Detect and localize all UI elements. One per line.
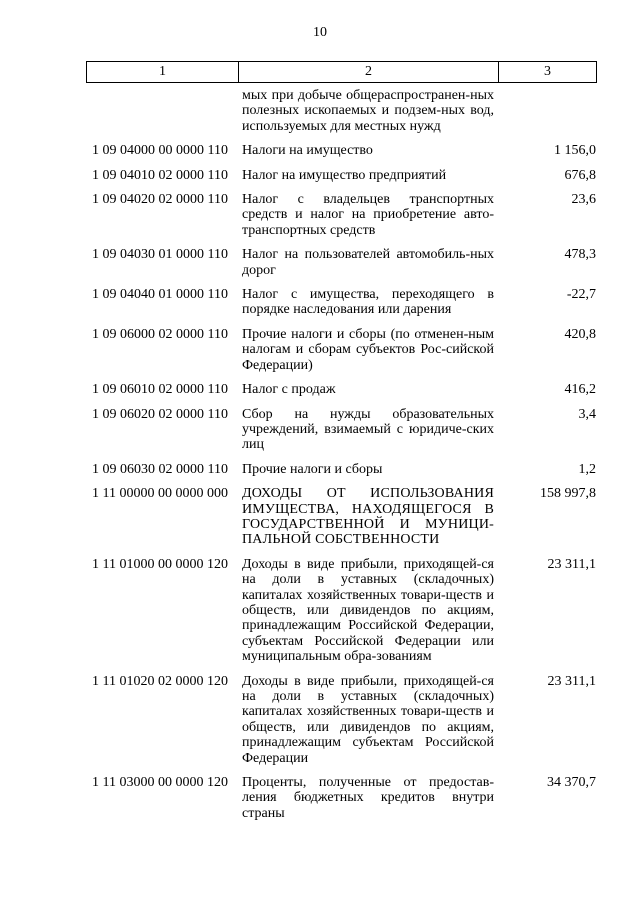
budget-code: 1 09 06030 02 0000 110 [92, 461, 228, 477]
amount: 23 311,1 [547, 556, 596, 572]
revenue-name: мых при добыче общераспространен-ных полезных ископаемых и подзем-ных вод, используемых для местных нужд [242, 88, 494, 134]
amount: 478,3 [564, 247, 596, 263]
table-row [86, 287, 597, 318]
budget-code: 1 09 06000 02 0000 110 [92, 326, 228, 342]
header-col-1: 1 [87, 62, 239, 82]
revenue-name: Доходы в виде прибыли, приходящей-ся на доли в уставных (складочных) капиталах хозяйственных товари-ществ и обществ, или дивидендов по акциям, принадлежащим субъектам Российской Федерации [242, 673, 494, 766]
revenue-name: Проценты, полученные от предостав-ления бюджетных кредитов внутри страны [242, 775, 494, 821]
revenue-name: Налог на пользователей автомобиль-ных дорог [242, 247, 494, 278]
header-col-2: 2 [239, 62, 499, 82]
revenue-name: Доходы в виде прибыли, приходящей-ся на доли в уставных (складочных) капиталах хозяйственных товари-ществ и обществ, или дивидендов по акциям, принадлежащим Российской Федерации, субъектам Российской Федерации или муниципальным обра-зованиям [242, 556, 494, 665]
revenue-name: Налоги на имущество [242, 143, 373, 159]
budget-code: 1 09 04040 01 0000 110 [92, 287, 228, 303]
amount: 23,6 [571, 192, 596, 208]
budget-code: 1 09 06010 02 0000 110 [92, 382, 228, 398]
amount: 420,8 [564, 326, 596, 342]
budget-code: 1 11 03000 00 0000 120 [92, 775, 228, 791]
header-col-3: 3 [544, 64, 551, 79]
amount: -22,7 [566, 287, 596, 303]
page-number: 10 [313, 25, 327, 40]
budget-code: 1 11 01020 02 0000 120 [92, 673, 228, 689]
amount: 676,8 [564, 167, 596, 183]
budget-table-body [86, 88, 597, 830]
revenue-name: Прочие налоги и сборы [242, 461, 383, 477]
amount: 1 156,0 [554, 143, 596, 159]
table-row [86, 775, 597, 821]
table-row [86, 486, 597, 548]
amount: 3,4 [578, 406, 596, 422]
amount [494, 88, 597, 134]
revenue-name: Сбор на нужды образовательных учреждений, взимаемый с юридиче-ских лиц [242, 406, 494, 453]
revenue-name: Налог с владельцев транспортных средств и налог на приобретение авто-транспортных средств [242, 192, 494, 238]
table-row [86, 247, 597, 278]
budget-code [86, 88, 238, 134]
table-row [86, 168, 597, 183]
budget-code: 1 09 04000 00 0000 110 [92, 143, 228, 159]
revenue-name: ДОХОДЫ ОТ ИСПОЛЬЗОВАНИЯ ИМУЩЕСТВА, НАХОДЯЩЕГОСЯ В ГОСУДАРСТВЕННОЙ И МУНИЦИ-ПАЛЬНОЙ СОБСТВЕННОСТИ [242, 486, 494, 548]
table-header [86, 61, 597, 83]
table-row [86, 88, 597, 134]
revenue-name: Налог с имущества, переходящего в порядке наследования или дарения [242, 287, 494, 318]
revenue-name: Прочие налоги и сборы (по отменен-ным налогам и сборам субъектов Рос-сийской Федерации) [242, 326, 494, 373]
table-row [86, 462, 597, 477]
revenue-name: Налог с продаж [242, 382, 336, 398]
table-row [86, 143, 597, 158]
table-row [86, 407, 597, 453]
budget-code: 1 11 00000 00 0000 000 [92, 486, 228, 502]
amount: 23 311,1 [547, 673, 596, 689]
amount: 1,2 [578, 461, 596, 477]
budget-code: 1 09 04020 02 0000 110 [92, 192, 228, 208]
budget-code: 1 09 06020 02 0000 110 [92, 406, 228, 422]
budget-code: 1 11 01000 00 0000 120 [92, 556, 228, 572]
revenue-name: Налог на имущество предприятий [242, 167, 447, 183]
table-row [86, 382, 597, 397]
amount: 158 997,8 [540, 486, 596, 502]
budget-code: 1 09 04010 02 0000 110 [92, 167, 228, 183]
table-row [86, 674, 597, 766]
amount: 416,2 [564, 382, 596, 398]
table-row [86, 557, 597, 665]
table-row [86, 192, 597, 238]
amount: 34 370,7 [547, 775, 596, 791]
budget-code: 1 09 04030 01 0000 110 [92, 247, 228, 263]
table-row [86, 327, 597, 373]
